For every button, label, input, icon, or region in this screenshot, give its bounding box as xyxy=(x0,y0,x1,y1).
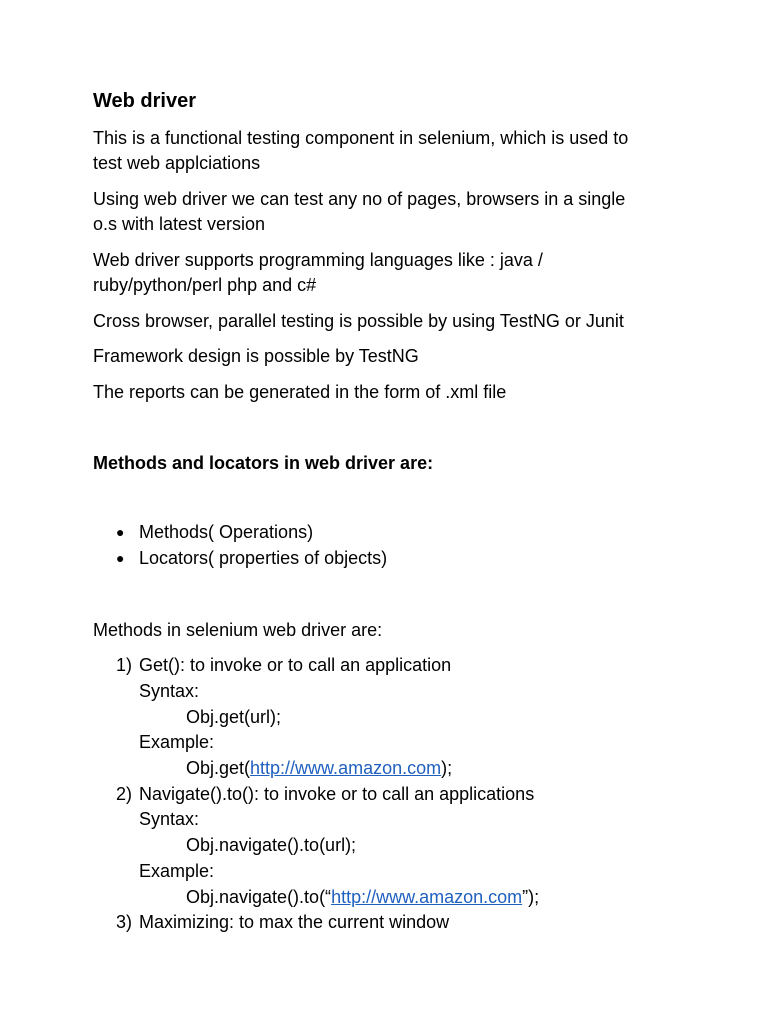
example-suffix: ); xyxy=(441,758,453,778)
methods-heading: Methods and locators in web driver are: xyxy=(93,453,434,473)
bullet-icon: ● xyxy=(116,524,125,540)
item-number: 3) xyxy=(116,912,133,932)
amazon-link[interactable]: http://www.amazon.com xyxy=(250,758,442,778)
paragraph-line: The reports can be generated in the form of .xml file xyxy=(93,382,507,402)
page-title: Web driver xyxy=(93,90,196,112)
item-number: 2) xyxy=(116,784,133,804)
amazon-link[interactable]: http://www.amazon.com xyxy=(331,887,523,907)
paragraph-line: Web driver supports programming languages like : java / xyxy=(93,250,543,270)
list-item-text: Locators( properties of objects) xyxy=(139,548,388,568)
example-prefix: Obj.get( xyxy=(186,758,251,778)
bullet-icon: ● xyxy=(116,550,125,566)
example-label: Example: xyxy=(139,861,215,881)
example-label: Example: xyxy=(139,732,215,752)
item-text: Maximizing: to max the current window xyxy=(139,912,450,932)
syntax-code: Obj.get(url); xyxy=(186,707,282,727)
syntax-label: Syntax: xyxy=(139,681,200,701)
example-prefix: Obj.navigate().to(“ xyxy=(186,887,332,907)
syntax-label: Syntax: xyxy=(139,809,200,829)
paragraph-line: This is a functional testing component in selenium, which is used to xyxy=(93,128,629,148)
methods-intro: Methods in selenium web driver are: xyxy=(93,620,383,640)
item-number: 1) xyxy=(116,655,133,675)
paragraph-line: Framework design is possible by TestNG xyxy=(93,346,419,366)
paragraph-line: o.s with latest version xyxy=(93,214,266,234)
item-text: Navigate().to(): to invoke or to call an applications xyxy=(139,784,535,804)
paragraph-line: Using web driver we can test any no of pages, browsers in a single xyxy=(93,189,626,209)
example-suffix: ”); xyxy=(522,887,540,907)
example-code xyxy=(186,884,539,910)
paragraph-line: test web applciations xyxy=(93,153,261,173)
syntax-code: Obj.navigate().to(url); xyxy=(186,835,357,855)
paragraph-line: Cross browser, parallel testing is possible by using TestNG or Junit xyxy=(93,311,624,331)
paragraph-line: ruby/python/perl php and c# xyxy=(93,275,317,295)
example-code xyxy=(186,755,452,781)
list-item-text: Methods( Operations) xyxy=(139,522,314,542)
item-text: Get(): to invoke or to call an application xyxy=(139,655,452,675)
